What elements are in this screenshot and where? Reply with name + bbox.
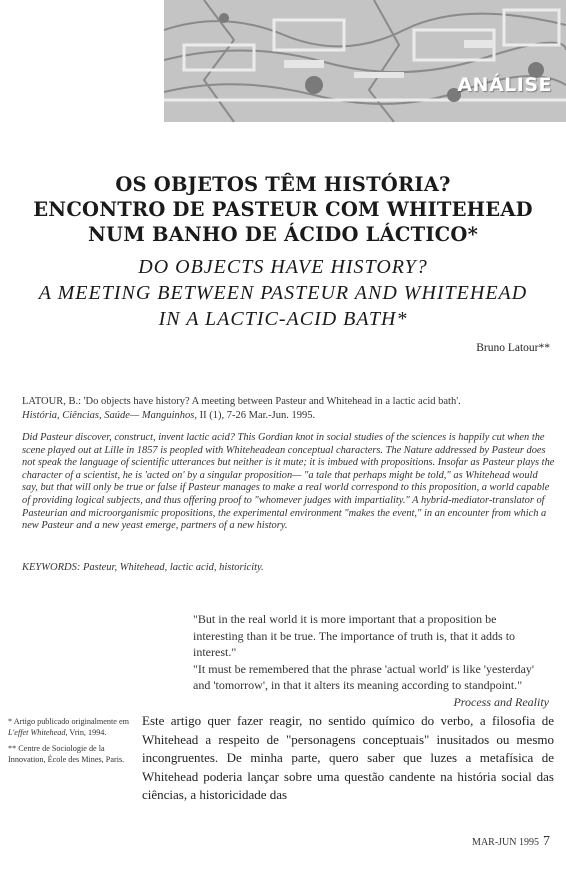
- epigraph-source: Process and Reality: [453, 694, 549, 709]
- citation-journal: História, Ciências, Saúde— Manguinhos,: [22, 410, 197, 421]
- footnote: ** Centre de Sociologie de la Innovation, École des Mines, Paris.: [8, 744, 125, 764]
- footnote: [8, 717, 130, 738]
- citation-line: LATOUR, B.: 'Do objects have history? A meeting between Pasteur and Whitehead in a lactic acid bath'.: [22, 396, 461, 407]
- section-tag: ANÁLISE: [457, 74, 552, 96]
- title-en-line: A MEETING BETWEEN PASTEUR AND WHITEHEAD: [38, 282, 528, 304]
- title-pt-line: NUM BANHO DE ÁCIDO LÁCTICO*: [88, 223, 478, 246]
- keywords: KEYWORDS: Pasteur, Whitehead, lactic acid, historicity.: [22, 562, 264, 573]
- epigraph: [193, 611, 549, 710]
- citation-details: II (1), 7-26 Mar.-Jun. 1995.: [197, 410, 316, 421]
- footnotes: [8, 717, 130, 771]
- title-portuguese: [0, 172, 566, 247]
- header-engraving-image: [164, 0, 566, 122]
- page-number: 7: [543, 834, 550, 849]
- body-paragraph: Este artigo quer fazer reagir, no sentido químico do verbo, a filosofia de Whitehead a respeito de "personagens conceptuais" inusitados ou mesmo incongruentes. De minha parte, quero saber que luzes a metafísica de Whitehead poderia lançar sobre uma questão candente na história social das ciências, a historicidade das: [142, 713, 554, 803]
- title-en-line: IN A LACTIC-ACID BATH*: [158, 308, 408, 330]
- issue-date: MAR-JUN 1995: [472, 837, 539, 848]
- author-name: Bruno Latour**: [476, 342, 550, 354]
- title-pt-line: ENCONTRO DE PASTEUR COM WHITEHEAD: [33, 198, 533, 221]
- engraving-pattern: [164, 0, 566, 122]
- footnote-text: * Artigo publicado originalmente em: [8, 717, 129, 726]
- footnote-book-title: L'effet Whitehead: [8, 727, 66, 737]
- abstract-text: Did Pasteur discover, construct, invent lactic acid? This Gordian knot in social studies of the sciences is happily cut when the scene played out at Lille in 1857 is peopled with Whiteheadean conceptual characters. The Nature addressed by Pasteur does not speak the language of scientific utterances but neither is it mute; it is imbued with propositions. Insofar as Pasteur plays the character of a scientist, he is 'acted on' by a singular proposition— "a tale that perhaps might be told," as Whitehead would say, but that will only be true or false if Pasteur manages to make a real world correspond to this proposition, a world capable of providing logical subjects, and thus offering proof to "whomever judges with impartiality." A hybrid-mediator-translator of Pasteurian and microorganismic propositions, the experimental environment "makes the event," in an encounter from which a new Pasteur and a new yeast emerge, partners of a new history.: [22, 432, 555, 532]
- footnote-text: , Vrin, 1994.: [65, 727, 107, 737]
- title-pt-line: OS OBJETOS TÊM HISTÓRIA?: [115, 173, 451, 196]
- page-folio: [472, 834, 550, 850]
- title-en-line: DO OBJECTS HAVE HISTORY?: [138, 256, 428, 278]
- citation-reference: [22, 395, 552, 423]
- epigraph-quote: "It must be remembered that the phrase 'actual world' is like 'yesterday' and 'tomorrow', in that it alters its meaning according to standpoint.": [193, 661, 535, 692]
- epigraph-quote: "But in the real world it is more important that a proposition be interesting than it be true. The importance of truth is, that it adds to interest.": [193, 612, 516, 659]
- title-english: [0, 254, 566, 332]
